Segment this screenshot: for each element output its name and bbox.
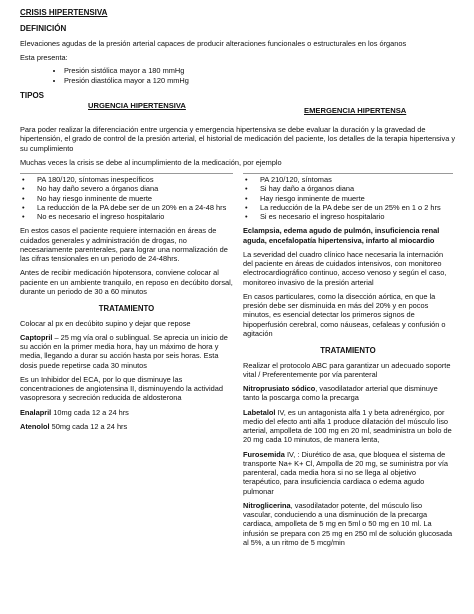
nitroprusiato-entry [243,384,453,403]
urgencia-heading: URGENCIA HIPERTENSIVA [88,101,186,110]
definition-text: Elevaciones agudas de la presión arterial capaces de producir alteraciones funcionales o estructurales en los órganos [20,39,407,48]
bullet-icon: • [245,202,248,212]
bullet-icon: • [22,184,25,194]
list-item: • Presión diastólica mayor a 120 mmHg [64,76,456,85]
furosemida-name: Furosemida [243,449,285,459]
list-item: • PA 210/120, síntomas [245,175,332,184]
list-item: • No hay riesgo inminente de muerte [22,193,153,203]
atenolol-name: Atenolol [20,421,50,431]
enalapril-entry [20,408,233,417]
labetalol-name: Labetalol [243,407,276,417]
bullet-icon: • [22,212,25,221]
urgencia-tratamiento-intro: Colocar al px en decúbito supino y dejar que repose [20,318,191,328]
emergencia-paragraph-1: La severidad del cuadro clínico hace necesaria la internación del paciente en áreas de cuidados intensivos, con monitoreo electrocardiográfico continuo, acceso venoso y según el caso, monitoreo invasivo de la presión arterial [243,249,447,287]
list-item: • PA 180/120, síntomas inespecíficos [22,175,154,184]
bullet-icon: • [22,193,25,203]
bullet-icon: • [245,193,248,203]
bullet-icon: • [22,202,25,212]
emergencia-tratamiento-heading: TRATAMIENTO [320,346,376,355]
emergencia-bullets [243,173,453,221]
left-column [20,173,233,547]
bullet-icon: • [245,175,248,184]
subheadings [20,101,456,121]
presenta-list [20,66,456,86]
presenta-label: Esta presenta: [20,53,68,63]
intro-paragraph: Para poder realizar la diferenciación entre urgencia y emergencia hipertensiva se debe evaluar la duración y la gravedad de hipertensión, el grado de control de la presión arterial, el historial de medicación del paciente, los detalles de la terapia hipertensiva y su cumplimiento [20,125,456,153]
captopril-text: – 25 mg vía oral o sublingual. Se aprecia un inicio de su acción en la primer media hora, hay un máximo de hora y media, llegando a durar su acción hasta por seis horas. Esta dosis puede repetirse cada 30 minutos [20,332,228,370]
nitroprusiato-name: Nitroprusiato sódico [243,384,316,394]
labetalol-entry [243,408,453,445]
list-item: • Si es necesario el ingreso hospitalario [245,212,385,221]
atenolol-text: 50mg cada 12 a 24 hrs [49,421,128,431]
enalapril-text: 10mg cada 12 a 24 hrs [51,407,129,417]
furosemida-text: IV, : Diurético de asa, que bloquea el sistema de transporte Na+ K+ Cl, Ampolla de 20 mg, se suministra por vía parenteral, cada media hora si no se llega al objetivo terapéutico, para insuficiencia cardiaca o edema agudo pulmonar [243,449,448,496]
list-item: • La reducción de la PA debe ser de un 25% en 1 o 2 hrs [245,202,441,212]
tipos-heading: TIPOS [20,91,45,100]
bullet-icon: • [22,175,25,184]
right-column [243,173,453,547]
list-item: • Hay riesgo inminente de muerte [245,193,365,203]
urgencia-paragraph-1: En estos casos el paciente requiere internación en áreas de cuidados generales y administración de drogas, no necesariamente parenterales, para lograr una normalización de las cifras tensionales en un periodo de 24-48hrs. [20,226,228,263]
list-item: • Presión sistólica mayor a 180 mmHg [64,66,456,75]
emergencia-heading: EMERGENCIA HIPERTENSA [304,106,407,115]
atenolol-entry [20,422,233,431]
urgencia-bullets [20,173,233,221]
cumplimiento-note: Muchas veces la crisis se debe al incumplimiento de la medicación, por ejemplo [20,157,282,167]
captopril-name: Captopril [20,332,53,342]
emergencia-tratamiento-intro: Realizar el protocolo ABC para garantizar un adecuado soporte vital / Preferentemente por vía parenteral [243,360,451,379]
nitroprusiato-text: , vasodilatador arterial que disminuye tanto la poscarga como la precarga [243,384,438,403]
urgencia-tratamiento-heading: TRATAMIENTO [98,304,155,313]
list-item: • No hay daño severo a órganos diana [22,184,159,194]
captopril-entry [20,333,233,370]
bullet-icon: • [245,212,248,221]
eca-text: Es un Inhibidor del ECA, por lo que disminuye las concentraciones de angiotensina II, disminuyendo la actividad vasopresora y secreción reducida de aldosterona [20,374,223,403]
emergencia-paragraph-2: En casos particulares, como la disección aórtica, en que la presión debe ser disminuida en más del 20% y en pocos minutos, es esencial detectar los primeros signos de hipoperfusión cerebral, como náuseas, cefaleas y confusión o agitación [243,291,446,338]
enalapril-name: Enalapril [20,407,52,417]
eclampsia-text: Eclampsia, edema agudo de pulmón, insuficiencia renal aguda, encefalopatía hipertensiva, infarto al miocardio [243,226,440,245]
two-columns [20,173,456,547]
labetalol-text: IV, es un antagonista alfa 1 y beta adrenérgico, por medio del efecto anti alfa 1 produce dilatación del músculo liso arterial, ampolleta de 100 mg en 20 ml, seadministra un bolo de 20 mg cada 10 minutos, de manera lenta, [243,407,452,445]
nitroglicerina-entry [243,501,453,547]
nitroglicerina-name: Nitroglicerina [243,500,291,510]
bullet-icon: • [245,184,248,194]
document-title: CRISIS HIPERTENSIVA [20,8,108,17]
list-item: • La reducción de la PA debe ser de un 20% en a 24-48 hrs [22,202,227,212]
definition-heading: DEFINICIÓN [20,24,67,33]
urgencia-paragraph-2: Antes de recibir medicación hipotensora, conviene colocar al paciente en un ambiente tranquilo, en reposo en decúbito dorsal, durante un periodo de 30 a 60 minutos [20,268,233,296]
furosemida-entry [243,450,453,496]
list-item: • Si hay daño a órganos diana [245,184,355,194]
nitroglicerina-text: , vasodilatador potente, del músculo liso vascular, conduciendo a una disminución de la precarga cardiaca, ampolleta de 5 mg en 5ml o 50 mg en 10 ml. La infusión se prepara con 25 mg en 250 ml de solución glucosada al 5%, a un ritmo de 5 mcg/min [243,500,453,547]
list-item: • No es necesario el ingreso hospitalario [22,212,165,221]
